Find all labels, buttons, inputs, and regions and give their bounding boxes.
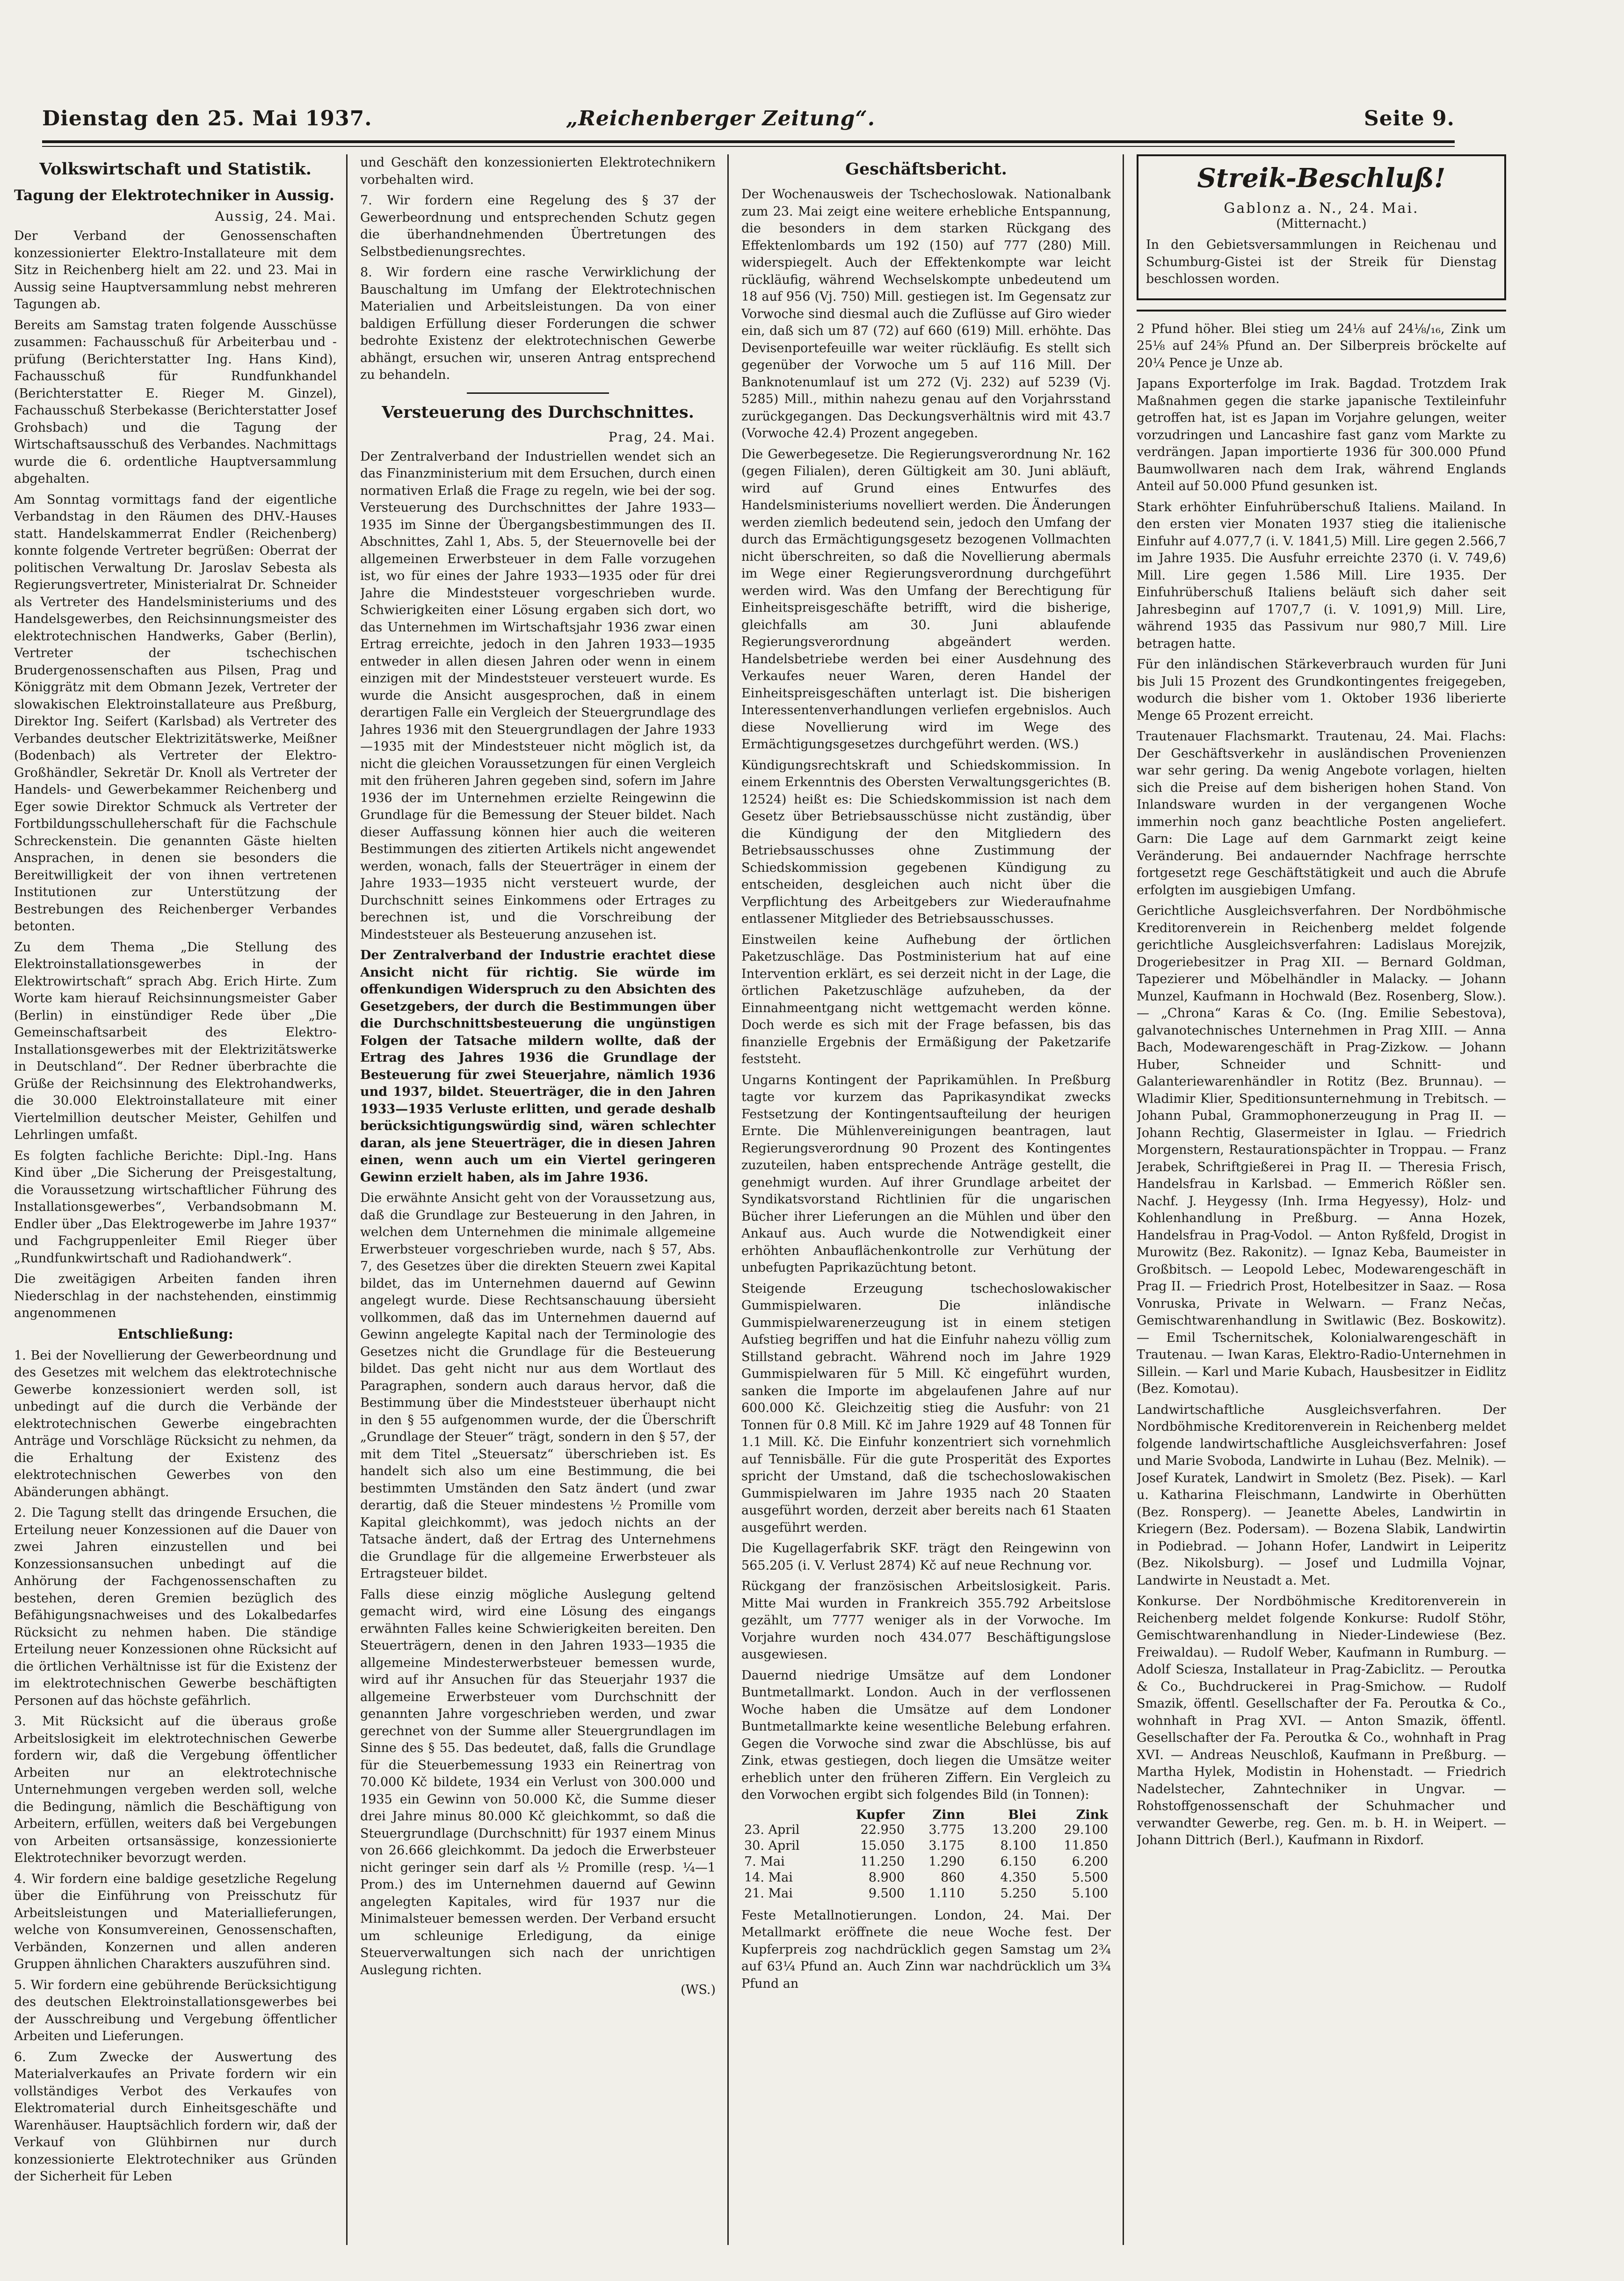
article-paragraph: Am Sonntag vormittags fand der eigentliche Verbandstag in den Räumen des DHV.-Hauses statt. Handelskammerrat Endler (Reichenberg) konnte folgende Vertreter begrüßen: Oberrat der politischen Verwaltung Dr. Jaroslav Sebesta als Regierungsvertreter, Ministerialrat Dr. Schneider als Vertreter des Handelsministeriums und des Handelsgewerbes, den Reichsinnungsmeister des elektrotechnischen Handwerks, Gaber (Berlin), Vertreter der tschechischen Brudergenossenschaften aus Pilsen, Prag und Königgrätz mit dem Obmann Jezek, Vertreter der slowakischen Elektroinstallateure aus Preßburg, Direktor Ing. Seifert (Karlsbad) als Vertreter des Verbandes deutscher Elektrizitätswerke, Meißner (Bodenbach) als Vertreter der Elektro-Großhändler, Sekretär Dr. Knoll als Vertreter der Handels- und Gewerbekammer Reichenberg und Eger sowie Direktor Schmuck als Vertreter der Fortbildungsschulleherschaft für die Fachschule Schreckenstein. Die genannten Gäste hielten Ansprachen, in denen sie besonders die Bereitwilligkeit der von ihnen vertretenen Institutionen zur Unterstützung der Bestrebungen des Reichenberger Verbandes betonten. (14, 492, 337, 934)
table-cell: 6.150 (1000, 1854, 1037, 1869)
table-row (741, 1870, 1111, 1886)
table-cell: 6.200 (1072, 1854, 1108, 1869)
table-header-cell: Blei (1008, 1807, 1037, 1822)
news-item: Kündigungsrechtskraft und Schiedskommission. In einem Erkenntnis des Obersten Verwaltungsgerichtes (B. 12524) heißt es: Die Schiedskommission ist nach dem Gesetz über Betriebsausschüsse nicht zuständig, über die Kündigung der den Mitgliedern des Betriebsausschusses ohne Zustimmung der Schiedskommission gegebenen Kündigung zu entscheiden, desgleichen auch nicht über die Verpflichtung des Arbeitgebers zur Wiederaufnahme entlassener Mitglieder des Betriebsausschusses. (741, 758, 1111, 926)
news-item: Für den inländischen Stärkeverbrauch wurden für Juni bis Juli 15 Prozent des Grundkontingentes freigegeben, wodurch die bisher vom 1. Oktober 1936 liberierte Menge 65 Prozent erreicht. (1137, 657, 1506, 723)
article-signature: (WS.) (681, 1983, 716, 1997)
masthead-rule (42, 140, 1455, 143)
column-3 (741, 154, 1111, 2259)
article-dateline: Prag, 24. Mai. (608, 429, 716, 445)
article-paragraph: Der Verband der Genossenschaften konzessionierter Elektro-Installateure mit dem Sitz in Reichenberg hielt am 22. und 23. Mai in Aussig seine Hauptversammlung nebst mehreren Tagungen ab. (14, 229, 337, 311)
issue-date: Dienstag den 25. Mai 1937. (42, 107, 372, 130)
news-item: Der Wochenausweis der Tschechoslowak. Nationalbank zum 23. Mai zeigt eine weitere erhebliche Entspannung, die besonders in dem starken Rückgang des Effektenlombards um 192 (150) auf 777 (280) Mill. widerspiegelt. Auch der Effektenkompte war leicht rückläufig, während Wechselskompte unbedeutend um 18 auf 956 (Vj. 750) Mill. gestiegen ist. Im Gegensatz zur Vorwoche sind diesmal auch die Zuflüsse auf Giro wieder ein, daß sich um 87 (72) auf 660 (619) Mill. erhöhte. Das Devisenportefeuille war weiter rückläufig. Es stellt sich gegenüber der Vorwoche um 5 auf 116 Mill. Der Banknotenumlauf ist um 272 (Vj. 232) auf 5239 (Vj. 5285) Mill., mithin nahezu genau auf den Vorjahrsstand zurückgegangen. Das Deckungsverhältnis wird mit 43.7 (Vorwoche 42.4) Prozent angegeben. (741, 187, 1111, 441)
table-header-cell (741, 1808, 829, 1822)
column-4 (1137, 154, 1506, 2259)
article-paragraph: Der Zentralverband der Industrie erachtet diese Ansicht nicht für richtig. Sie würde im offenkundigen Widerspruch zu den Absichten des Gesetzgebers, der durch die Bestimmungen über die Durchschnittsbesteuerung die ungünstigen Folgen der Tatsache mildern wollte, daß der Ertrag des Jahres 1936 die Grundlage der Besteuerung für zwei Steuerjahre, nämlich 1936 und 1937, bildet. Steuerträger, die in den Jahren 1933—1935 Verluste erlitten, und gerade deshalb berücksichtigungswürdig sind, wären schlechter daran, als jene Steuerträger, die in diesen Jahren einen, wenn auch um ein Viertel geringeren Gewinn erzielt haben, als im Jahre 1936. (360, 948, 716, 1185)
strike-time-note: (Mitternacht.) (1276, 217, 1367, 231)
table-header-cell: Zinn (932, 1807, 965, 1822)
article-paragraph: Falls diese einzig mögliche Auslegung geltend gemacht wird, wird eine Lösung des eingangs erwähnten Falles keine Schwierigkeiten bereiten. Den Steuerträgern, denen in den Jahren 1933—1935 die allgemeine Mindesterwerbsteuer bemessen wurde, wird auf ihr Ansuchen für das Steuerjahr 1937 die allgemeine Erwerbsteuer vom Durchschnitt der genannten Jahre vorgeschrieben werden, und zwar gerechnet von der Summe aller Steuergrundlagen im Sinne des § 55. Das bedeutet, daß, falls die Grundlage für die Steuerbemessung 1933 ein Reinertrag von 70.000 Kč bildete, 1934 ein Verlust von 300.000 und 1935 ein Gewinn von 50.000 Kč, die Summe dieser drei Jahre minus 80.000 Kč gleichkommt, so daß die Steuergrundlage (Durchschnitt) für 1937 einem Minus von 26.666 gleichkommt. Da jedoch die Erwerbsteuer nicht geringer sein darf als ½ Promille (resp. ¼—1 Prom.) des im Unternehmen dauernd auf Gewinn angelegten Kapitales, wird für 1937 nur die Minimalsteuer bemessen werden. Der Verband ersucht um schleunige Erledigung, da einige Steuerverwaltungen sich nach der unrichtigen Auslegung richten. (360, 1587, 716, 1977)
table-header-cell: Zink (1076, 1807, 1108, 1822)
table-row (741, 1838, 1111, 1854)
table-cell: 3.175 (928, 1838, 965, 1853)
resolution-heading: Entschließung: (117, 1325, 233, 1342)
table-cell: 29.100 (1064, 1822, 1108, 1837)
table-cell: 30. April (744, 1838, 800, 1853)
article-paragraph: Die erwähnte Ansicht geht von der Voraussetzung aus, daß die Grundlage zur Besteuerung in den Jahren, in welchen dem Unternehmen die minimale allgemeine Erwerbsteuer vorgeschrieben wurde, nach § 57, Abs. 7, des Gesetzes über die direkten Steuern zwei Kapital bildet, das im Unternehmen dauernd auf Gewinn angelegt wurde. Diese Rechtsanschauung übersieht vollkommen, daß das im Unternehmen dauernd auf Gewinn angelegte Kapital nach der Terminologie des Gesetzes nicht die Grundlage für die Besteuerung bildet. Das geht nicht nur aus dem Wortlaut des Paragraphen, sondern auch daraus hervor, daß die Bestimmung über die Mindeststeuer überhaupt nicht in den § 55 aufgenommen wurde, der die Überschrift „Grundlage der Steuer“ trägt, sondern in den § 57, der mit dem Titel „Steuersatz“ überschrieben ist. Es handelt sich also um eine Bestimmung, die bei bestimmten Umständen den Satz ändert (und zwar derartig, daß die Steuer mindestens ½ Promille vom Kapital gleichkommt), was jedoch nichts an der Tatsache ändert, daß der Ertrag des Unternehmens die Grundlage für die allgemeine Erwerbsteuer als Ertragsteuer bildet. (360, 1191, 716, 1581)
table-cell: 5.100 (1072, 1886, 1108, 1901)
table-cell: 23. April (744, 1822, 800, 1837)
table-cell: 11.250 (860, 1854, 905, 1869)
article-paragraph: und Geschäft den konzessionierten Elektrotechnikern vorbehalten wird. (360, 155, 716, 187)
table-cell: 3.775 (928, 1822, 965, 1837)
news-item: Stark erhöhter Einfuhrüberschuß Italiens. Mailand. In den ersten vier Monaten 1937 stieg die italienische Einfuhr auf 4.077,7 (i. V. 1841,5) Mill. Lire gegen 2.566,7 im Jahre 1935. Die Ausfuhr erreichte 2370 (i. V. 749,6) Mill. Lire gegen 1.586 Mill. Lire 1935. Der Einfuhrüberschuß Italiens beläuft sich daher seit Jahresbeginn auf 1707,7 (i. V. 1091,9) Mill. Lire, während 1935 das Passivum nur 980,7 Mill. Lire betragen hatte. (1137, 500, 1506, 651)
article-paragraph: 8. Wir fordern eine rasche Verwirklichung der Bauschaltung im Umfang der Elektrotechnischen Materialien und Arbeitsleistungen. Da von einer baldigen Erfüllung dieser Forderungen die schwer bedrohte Existenz der elektrotechnischen Gewerbe abhängt, ersuchen wir, unseren Antrag entsprechend zu behandeln. (360, 265, 716, 382)
article-dateline: Aussig, 24. Mai. (215, 209, 337, 224)
article-paragraph: Es folgten fachliche Berichte: Dipl.-Ing. Hans Kind über „Die Sicherung der Preisgestaltung, die Voraussetzung wirtschaftlicher Führung des Installationsgewerbes“, Verbandsobmann M. Endler über „Das Elektrogewerbe im Jahre 1937“ und Fachgruppenleiter Emil Rieger über „Rundfunkwirtschaft und Radiohandwerk“. (14, 1148, 337, 1266)
newspaper-title: „Reichenberger Zeitung“. (566, 107, 876, 130)
strike-dateline: Gablonz a. N., 24. Mai. (1224, 200, 1419, 217)
article-paragraph: Zu dem Thema „Die Stellung des Elektroinstallationsgewerbes in der Elektrowirtschaft“ sprach Abg. Erich Hirte. Zum Worte kam hierauf Reichsinnungsmeister Gaber (Berlin) in einstündiger Rede über „Die Gemeinschaftsarbeit des Elektro-Installationsgewerbes mit der Elektrizitätswerke in Deutschland“. Der Redner überbrachte die Grüße der Reichsinnung des Elektrohandwerks, die 30.000 Elektroinstallateure mit einer Viertelmillion deutscher Meister, Gehilfen und Lehrlingen umfaßt. (14, 940, 337, 1142)
news-item: Landwirtschaftliche Ausgleichsverfahren. Der Nordböhmische Kreditorenverein in Reichenberg meldet folgende landwirtschaftliche Ausgleichsverfahren: Josef und Marie Svoboda, Landwirte in Luhau (Bez. Melnik). — Josef Kuratek, Landwirt in Smoletz (Bez. Pisek). — Karl u. Katharina Fleischmann, Landwirte in Oberhütten (Bez. Ronsperg). — Jeanette Abeles, Landwirtin in Kriegern (Bez. Podersam). — Bozena Slabik, Landwirtin in Podiebrad. — Johann Hofer, Landwirt in Leiperitz (Bez. Nikolsburg). — Josef und Ludmilla Vojnar, Landwirte in Neustadt a. Met. (1137, 1402, 1506, 1588)
section-heading: Geschäftsbericht. (845, 159, 1007, 179)
article-paragraph: 5. Wir fordern eine gebührende Berücksichtigung des deutschen Elektroinstallationsgewerbes bei der Ausschreibung und Vergebung öffentlicher Arbeiten und Lieferungen. (14, 1977, 337, 2043)
table-row (741, 1822, 1111, 1838)
strike-announcement-box (1137, 154, 1506, 300)
table-cell: 7. Mai (744, 1854, 785, 1869)
table-cell: 8.100 (1000, 1838, 1037, 1853)
news-item: Dauernd niedrige Umsätze auf dem Londoner Buntmetallmarkt. London. Auch in der verflossenen Woche haben die Umsätze auf dem Londoner Buntmetallmarkte keine wesentliche Belebung erfahren. Gegen die Vorwoche sind zwar die Abschlüsse, bis auf Zink, etwas gestiegen, doch liegen die Umsätze weiter erheblich unter den früheren Ziffern. Ein Vergleich zu den Vorwochen ergibt sich folgendes Bild (in Tonnen): (741, 1668, 1111, 1802)
news-item: Rückgang der französischen Arbeitslosigkeit. Paris. Mitte Mai wurden in Frankreich 355.792 Arbeitslose gezählt, um 7777 weniger als in der Vorwoche. Im Vorjahre wurden noch 434.077 Beschäftigungslose ausgewiesen. (741, 1579, 1111, 1662)
news-item: Feste Metallnotierungen. London, 24. Mai. Der Metallmarkt eröffnete die neue Woche fest. Der Kupferpreis zog nachdrücklich gegen Samstag um 2¾ auf 63¼ Pfund an. Auch Zinn war nachdrücklich um 3¾ Pfund an (741, 1908, 1111, 1991)
article-paragraph: 7. Wir fordern eine Regelung des § 37 der Gewerbeordnung und entsprechenden Schutz gegen die überhandnehmenden Übertretungen des Selbstbedienungsrechtes. (360, 193, 716, 259)
page-number: Seite 9. (1363, 107, 1455, 130)
article-paragraph: Der Zentralverband der Industriellen wendet sich an das Finanzministerium mit dem Ersuchen, durch einen normativen Erlaß die Frage zu regeln, wie bei der sog. Versteuerung des Durchschnittes der Jahre 1933—1935 im Sinne der Übergangsbestimmungen des II. Abschnittes, Zahl 1, Abs. 5, der Steuernovelle bei der allgemeinen Erwerbsteuer in dem Falle vorzugehen ist, wo für eines der Jahre 1933—1935 oder für drei Jahre die Mindeststeuer vorgeschrieben wurde. Schwierigkeiten einer Lösung ergaben sich dort, wo das Unternehmen im Wirtschaftsjahr 1936 zwar einen Ertrag erreichte, jedoch in den Jahren 1933—1935 entweder in allen diesen Jahren oder wenn in einem einzigen mit der Mindeststeuer versteuert wurde. Es wurde die Ansicht ausgesprochen, daß in einem derartigen Falle ein Vergleich der Steuergrundlage des Jahres 1936 mit den Steuergrundlagen der Jahre 1933—1935 mit der Mindeststeuer nicht möglich ist, da nicht die gleichen Voraussetzungen für einen Vergleich mit den früheren Jahren gegeben sind, sofern im Jahre 1936 der im Unternehmen erzielte Reingewinn die Grundlage für die Bemessung der Steuer bildet. Nach dieser Auffassung können hier auch die weiteren Bestimmungen des zitierten Artikels nicht angewendet werden, wonach, falls der Steuerträger in einem der Jahre 1933—1935 nicht versteuert wurde, der Durchschnitt seines Einkommens oder Ertrages zu berechnen ist, und die Vorschreibung der Mindeststeuer als Besteuerung anzusehen ist. (360, 449, 716, 942)
news-item: 2 Pfund höher. Blei stieg um 24⅛ auf 24⅛/₁₆, Zink um 25⅛ auf 24⅝ Pfund an. Der Silberpreis bröckelte auf 20¼ Pence je Unze ab. (1137, 321, 1506, 370)
news-item: Gerichtliche Ausgleichsverfahren. Der Nordböhmische Kreditorenverein in Reichenberg meldet folgende gerichtliche Ausgleichsverfahren: Ladislaus Morejzik, Drogeriebesitzer in Prag XII. — Bernard Goldman, Tapezierer und Möbelhändler in Malacky. — Johann Munzel, Kaufmann in Hochwald (Bez. Rosenberg, Slow.). — „Chrona“ Karas & Co. (Ing. Emilie Sebestova), galvanotechnisches Unternehmen in Prag XIII. — Anna Bach, Modewarengeschäft in Prag-Zizkow. — Johann Huber, Schneider und Schnitt- und Galanteriewarenhändler in Rotitz (Bez. Brunnau). — Wladimir Klier, Speditionsunternehmung in Trebitsch. — Johann Pubal, Grammophonerzeugung in Prag II. — Johann Rechtig, Glasermeister in Iglau. — Friedrich Morgenstern, Restaurationspächter in Troppau. — Franz Jerabek, Schriftgießerei in Prag II. — Theresia Frisch, Handelsfrau in Karlsbad. — Emmerich Rößler sen. Nachf. J. Heygessy (Inh. Irma Hegyessy), Holz- und Kohlenhandlung in Preßburg. — Anna Hozek, Handelsfrau in Prag-Vodol. — Anton Ryßfeld, Drogist in Murowitz (Bez. Rakonitz). — Ignaz Keba, Baumeister in Großbitsch. — Leopold Lebec, Modewarengeschäft in Prag II. — Friedrich Prost, Hotelbesitzer in Saaz. — Rosa Vonruska, Private in Welwarn. — Franz Nečas, Gemischtwarenhandlung in Switlawic (Bez. Boskowitz). — Emil Tschernitschek, Kolonialwarengeschäft in Trautenau. — Iwan Karas, Elektro-Radio-Unternehmen in Sillein. — Karl und Marie Kubach, Hausbesitzer in Eidlitz (Bez. Komotau). (1137, 904, 1506, 1396)
table-cell: 1.110 (928, 1886, 965, 1901)
article-paragraph: 3. Mit Rücksicht auf die überaus große Arbeitslosigkeit im elektrotechnischen Gewerbe fordern wir, daß die Vergebung öffentlicher Arbeiten nur an elektrotechnische Unternehmungen vergeben werden soll, welche die Bedingung, nämlich die Beschäftigung von Arbeitern, erfüllen, weiters daß bei Vergebungen von Arbeiten ortsansässige, konzessionierte Elektrotechniker bevorzugt werden. (14, 1714, 337, 1865)
article-paragraph: 4. Wir fordern eine baldige gesetzliche Regelung über die Einführung von Preisschutz für Arbeitsleistungen und Materiallieferungen, welche von Konsumvereinen, Genossenschaften, Verbänden, Konzernen und allen anderen Gruppen ähnlichen Charakters auszuführen sind. (14, 1871, 337, 1971)
table-cell: 4.350 (1000, 1870, 1037, 1885)
news-item: Die Gewerbegesetze. Die Regierungsverordnung Nr. 162 (gegen Filialen), deren Gültigkeit am 30. Juni abläuft, wird auf Grund eines Entwurfes des Handelsministeriums novelliert werden. Die Änderungen werden ziemlich bedeutend sein, jedoch den Umfang der durch das Ermächtigungsgesetz bezogenen Vollmachten nicht überschreiten, so daß die Novellierung abermals im Wege einer Regierungsverordnung durchgeführt werden wird. Was den Umfang der Berechtigung für Einheitspreisgeschäfte betrifft, wird die bisherige, gleichfalls am 30. Juni ablaufende Regierungsverordnung abgeändert werden. Handelsbetriebe werden bei einer Ausdehnung des Verkaufes neuer Waren, deren Handel der Einheitspreisgeschäften unterlagt ist. Die bisherigen Interessentenverhandlungen verliefen ergebnislos. Auch diese Novellierung wird im Wege des Ermächtigungsgesetzes durchgeführt werden. (WS.) (741, 447, 1111, 752)
table-cell: 5.500 (1072, 1870, 1108, 1885)
article-paragraph: 2. Die Tagung stellt das dringende Ersuchen, die Erteilung neuer Konzessionen auf die Dauer von zwei Jahren einzustellen und bei Konzessionsansuchen unbedingt auf die Anhörung der Fachgenossenschaften zu bestehen, deren Gremien bezüglich des Befähigungsnachweises und des Lokalbedarfes Rücksicht zu nehmen haben. Die ständige Erteilung neuer Konzessionen ohne Rücksicht auf die örtlichen Verhältnisse ist für die Existenz der im elektrotechnischen Gewerbe beschäftigten Personen auf das höchste gefährlich. (14, 1506, 337, 1708)
news-item: Steigende Erzeugung tschechoslowakischer Gummispielwaren. Die inländische Gummispielwarenerzeugung ist in einem stetigen Aufstieg begriffen und hat die Einfuhr nahezu völlig zum Stillstand gebracht. Während noch im Jahre 1929 Gummispielwaren für 5 Mill. Kč eingeführt wurden, sanken die Importe im abgelaufenen Jahre auf nur 600.000 Kč. Gleichzeitig stieg die Ausfuhr: von 21 Tonnen für 0.8 Mill. Kč im Jahre 1929 auf 48 Tonnen für 1.1 Mill. Kč. Die Einfuhr konzentriert sich vornehmlich auf Tennisbälle. Für die gute Prosperität des Exportes spricht der Umstand, daß die tschechoslowakischen Gummispielwaren im Jahre 1935 nach 20 Staaten ausgeführt worden, derzeit aber bereits nach 61 Staaten ausgeführt werden. (741, 1281, 1111, 1535)
table-cell: 8.900 (868, 1870, 905, 1885)
column-divider (727, 154, 729, 2245)
masthead-rule-thin (42, 146, 1455, 147)
article-paragraph: 1. Bei der Novellierung der Gewerbeordnung und des Gesetzes mit welchem das elektrotechnische Gewerbe konzessioniert werden soll, ist unbedingt auf die durch die Verbände der elektrotechnischen Gewerbe eingebrachten Anträge und Vorschläge Rücksicht zu nehmen, da die Erhaltung der Existenz des elektrotechnischen Gewerbes von den Abänderungen abhängt. (14, 1348, 337, 1499)
article-paragraph: Bereits am Samstag traten folgende Ausschüsse zusammen: Fachausschuß für Arbeiterbau und -prüfung (Berichterstatter Ing. Hans Kind), Fachausschuß für Rundfunkhandel (Berichterstatter E. Rieger M. Ginzel), Fachausschuß Sterbekasse (Berichterstatter Josef Grohsbach) und die Tagung der Wirtschaftsausschuß des Verbandes. Nachmittags wurde die 6. ordentliche Hauptversammlung abgehalten. (14, 318, 337, 486)
table-cell: 9.500 (868, 1886, 905, 1901)
table-cell: 15.050 (860, 1838, 905, 1853)
article-headline: Tagung der Elektrotechniker in Aussig. (14, 187, 334, 204)
article-paragraph: Die zweitägigen Arbeiten fanden ihren Niederschlag in der nachstehenden, einstimmig angenommenen (14, 1272, 337, 1320)
article-headline: Versteuerung des Durchschnittes. (382, 402, 694, 422)
section-heading: Volkswirtschaft und Statistik. (39, 159, 312, 179)
column-2 (360, 154, 716, 2259)
table-cell: 22.950 (860, 1822, 905, 1837)
table-row (741, 1886, 1111, 1902)
column-divider (346, 154, 348, 2245)
table-cell: 21. Mai (744, 1886, 793, 1901)
news-item: Konkurse. Der Nordböhmische Kreditorenverein in Reichenberg meldet folgende Konkurse: Rudolf Stöhr, Gemischtwarenhandlung in Nieder-Lindewiese (Bez. Freiwaldau). — Rudolf Weber, Kaufmann in Rumburg. — Adolf Sciesza, Installateur in Prag-Zabiclitz. — Peroutka & Co., Buchdruckerei in Prag-Smichow. — Rudolf Smazik, öffentl. Gesellschafter der Fa. Peroutka & Co., wohnhaft in Prag XVI. — Anton Smazik, öffentl. Gesellschafter der Fa. Peroutka & Co., wohnhaft in Prag XVI. — Andreas Neuschloß, Kaufmann in Preßburg. — Martha Hylek, Modistin in Hohenstadt. — Friedrich Nadelstecher, Zahntechniker in Ungvar. — Rohstoffgenossenschaft der Schuhmacher und verwandter Gewerbe, reg. Gen. m. b. H. in Weipert. — Johann Dittrich (Berl.), Kaufmann in Rixdorf. (1137, 1594, 1506, 1847)
metals-turnover-table (741, 1808, 1111, 1902)
column-1 (14, 154, 337, 2259)
table-header-row (741, 1808, 1111, 1822)
table-cell: 14. Mai (744, 1870, 793, 1885)
table-row (741, 1854, 1111, 1870)
strike-headline: Streik-Beschluß! (1197, 163, 1446, 194)
masthead (42, 107, 1455, 139)
article-separator (1137, 310, 1506, 311)
table-cell: 5.250 (1000, 1886, 1037, 1901)
news-item: Ungarns Kontingent der Paprikamühlen. In Preßburg tagte vor kurzem das Paprikasyndikat zwecks Festsetzung der Kontingentsaufteilung der heurigen Ernte. Die Mühlenvereinigungen beantragen, laut Regierungsverordnung 90 Prozent des Kontingentes zuzuteilen, haben entsprechende Anträge gestellt, die genehmigt wurden. Auf ihrer Grundlage arbeitet der Syndikatsvorstand Richtlinien für die ungarischen Bücher ihrer Lieferungen an die Mühlen und über den Ankauf aus. Auch wurde die Notwendigkeit einer erhöhten Anbauflächenkontrolle zur Verhütung der unbefugten Paprikazüchtung betont. (741, 1072, 1111, 1275)
article-separator (467, 392, 609, 394)
news-item: Japans Exporterfolge im Irak. Bagdad. Trotzdem Irak Maßnahmen gegen die starke japanische Textileinfuhr getroffen hat, ist es Japan im Vorjahre gelungen, weiter vorzudringen und Lancashire fast ganz vom Markte zu verdrängen. Japan importierte 1936 für 300.000 Pfund Baumwollwaren nach dem Irak, während Englands Anteil auf 50.000 Pfund gesunken ist. (1137, 377, 1506, 493)
news-item: Die Kugellagerfabrik SKF. trägt den Reingewinn von 565.205 (i. V. Verlust 2874) Kč auf neue Rechnung vor. (741, 1541, 1111, 1573)
news-item: Trautenauer Flachsmarkt. Trautenau, 24. Mai. Flachs: Der Geschäftsverkehr in ausländischen Provenienzen war sehr gering. Da wenig Angebote vorlagen, hielten sich die Preise auf dem bisherigen hohen Stand. Von Inlandsware wurden in der vergangenen Woche immerhin noch ganz beachtliche Posten angeliefert. Garn: Die Lage auf dem Garnmarkt zeigt keine Veränderung. Bei andauernder Nachfrage herrschte fortgesetzt rege Geschäftstätigkeit und auch die Abrufe erfolgten im ausgiebigen Umfang. (1137, 729, 1506, 898)
table-cell: 11.850 (1064, 1838, 1108, 1853)
table-cell: 860 (941, 1870, 965, 1885)
table-header-cell: Kupfer (856, 1807, 905, 1822)
article-paragraph: 6. Zum Zwecke der Auswertung des Materialverkaufes an Private fordern wir ein vollständiges Verbot des Verkaufes von Elektromaterial durch Einheitsgeschäfte und Warenhäuser. Hauptsächlich fordern wir, daß der Verkauf von Glühbirnen nur durch konzessionierte Elektrotechniker aus Gründen der Sicherheit für Leben (14, 2049, 337, 2184)
column-divider (1123, 154, 1124, 2245)
news-item: Einstweilen keine Aufhebung der örtlichen Paketzuschläge. Das Postministerium hat auf eine Intervention erklärt, es sei derzeit nicht in der Lage, die örtlichen Paketzuschläge aufzuheben, da der Einnahmeentgang nicht wettgemacht werden könne. Doch werde es sich mit der Frage befassen, bis das finanzielle Ergebnis der Ermäßigung der Paketzarife feststeht. (741, 932, 1111, 1066)
strike-text: In den Gebietsversammlungen in Reichenau und Schumburg-Gistei ist der Streik für Dienstag beschlossen worden. (1146, 238, 1497, 286)
table-cell: 1.290 (928, 1854, 965, 1869)
table-cell: 13.200 (992, 1822, 1037, 1837)
